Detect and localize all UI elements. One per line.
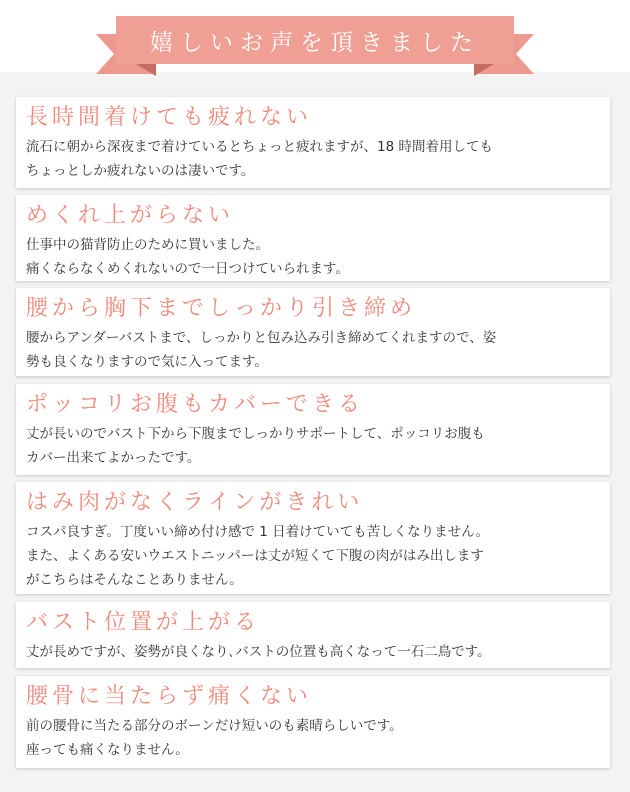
review-title: 腰から胸下までしっかり引き締め: [26, 296, 417, 321]
review-body: [26, 233, 600, 281]
review-line: 前の腰骨に当たる部分のボーンだけ短いのも素晴らしいです。: [26, 718, 403, 734]
review-body: [26, 422, 600, 470]
review-body: [26, 520, 600, 592]
review-line: カバー出来てよかったです。: [26, 450, 201, 466]
review-body: [26, 640, 600, 664]
review-title: はみ肉がなくラインがきれい: [26, 490, 364, 515]
review-title: ポッコリお腹もカバーできる: [26, 392, 365, 417]
review-line: コスパ良すぎ。丁度いい締め付け感で 1 日着けていても苦しくなりません。: [26, 524, 489, 540]
review-line: また、よくある安いウエストニッパーは丈が短くて下腹の肉がはみ出します: [26, 548, 484, 564]
review-card: [16, 97, 610, 188]
review-title: めくれ上がらない: [26, 203, 235, 228]
review-line: 流石に朝から深夜まで着けているとちょっと疲れますが、18 時間着用しても: [26, 139, 493, 155]
review-line: 座っても痛くなりません。: [26, 742, 189, 758]
review-title: バスト位置が上がる: [26, 610, 261, 635]
review-line: がこちらはそんなことありません。: [26, 572, 243, 588]
review-card: [16, 195, 610, 281]
review-line: 仕事中の猫背防止のために買いました。: [26, 237, 269, 253]
page-title: 嬉しいお声を頂きました: [150, 29, 480, 56]
review-line: 勢も良くなりますので気に入ってます。: [26, 354, 268, 370]
ribbon-main: [116, 16, 514, 64]
review-line: 丈が長いのでバスト下から下腹までしっかりサポートして、ポッコリお腹も: [26, 426, 485, 442]
review-line: ちょっとしか疲れないのは凄いです。: [26, 163, 255, 179]
review-line: 腰からアンダーバストまで、しっかりと包み込み引き締めてくれますので、姿: [26, 330, 497, 346]
review-card: [16, 602, 610, 668]
review-title: 腰骨に当たらず痛くない: [26, 684, 313, 709]
review-card: [16, 288, 610, 376]
review-card: [16, 676, 610, 768]
review-card: [16, 482, 610, 594]
review-card: [16, 384, 610, 475]
review-line: 痛くならなくめくれないので一日つけていられます。: [26, 261, 349, 277]
review-body: [26, 135, 600, 183]
review-line: 丈が長めですが、姿勢が良くなり､バストの位置も高くなって一石二鳥です。: [26, 644, 491, 660]
review-body: [26, 714, 600, 762]
review-body: [26, 326, 600, 374]
ribbon-banner: [96, 6, 534, 86]
review-title: 長時間着けても疲れない: [26, 105, 313, 130]
